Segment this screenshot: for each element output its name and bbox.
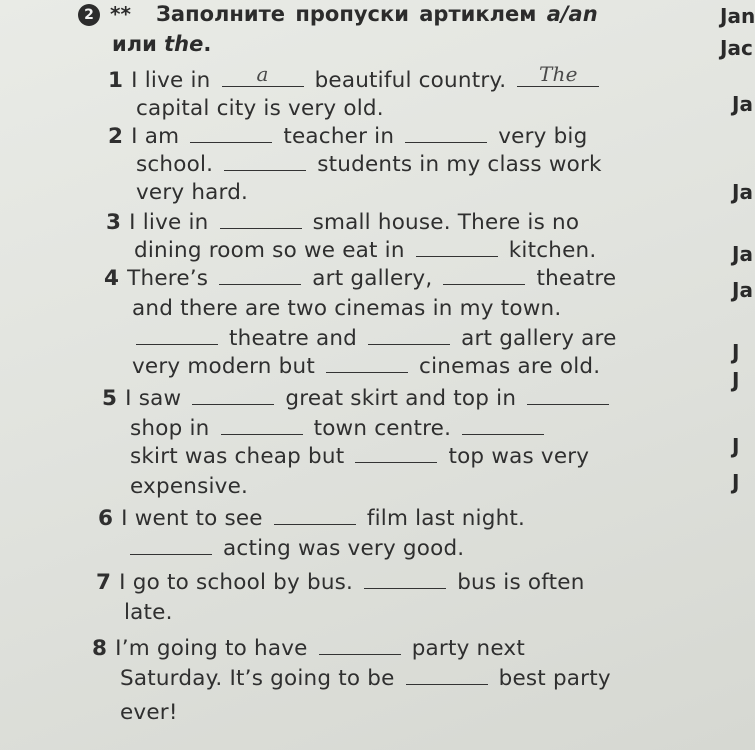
instruction-cont: или [112, 32, 157, 56]
exercise-line [96, 570, 585, 595]
item-number: 1 [108, 68, 124, 93]
sentence-text: Saturday. It’s going to be [120, 666, 395, 691]
exercise-line [132, 326, 617, 351]
sentence-text: small house. There is no [312, 210, 580, 235]
right-edge-fragment: Jan [720, 4, 755, 28]
sentence-text: I live in [131, 68, 211, 93]
sentence-text: I am [131, 124, 180, 149]
sentence-text: I live in [129, 210, 209, 235]
sentence-text: expensive. [130, 474, 249, 499]
sentence-text: I went to see [121, 506, 263, 531]
sentence-text: party next [411, 636, 525, 661]
sentence-text: cinemas are old. [419, 354, 601, 379]
answer-blank[interactable] [192, 386, 274, 405]
sentence-text: art gallery are [461, 326, 617, 351]
sentence-text: and there are two cinemas in my town. [132, 296, 562, 321]
sentence-text: top was very [448, 444, 590, 469]
sentence-text: very hard. [136, 180, 249, 205]
answer-blank[interactable] [355, 444, 437, 463]
answer-blank[interactable] [405, 124, 487, 143]
sentence-text: I’m going to have [115, 636, 308, 661]
answer-blank[interactable] [319, 636, 401, 655]
exercise-line [130, 444, 589, 469]
item-number: 2 [108, 124, 124, 149]
answer-blank[interactable] [368, 326, 450, 345]
sentence-text: film last night. [366, 506, 526, 531]
exercise-line [124, 600, 173, 625]
right-edge-fragment: J [732, 340, 740, 364]
answer-blank[interactable] [130, 536, 212, 555]
exercise-number-badge: 2 [78, 4, 100, 26]
right-edge-fragment: J [732, 470, 740, 494]
exercise-line [136, 152, 602, 177]
sentence-text: very modern but [132, 354, 315, 379]
sentence-text: acting was very good. [223, 536, 465, 561]
sentence-text: There’s [127, 266, 209, 291]
item-number: 4 [104, 266, 120, 291]
exercise-line [92, 636, 525, 661]
instruction-line-2 [112, 32, 211, 56]
answer-blank[interactable] [219, 266, 301, 285]
exercise-line [102, 386, 613, 411]
answer-blank[interactable] [274, 506, 356, 525]
instruction-main: Заполните пропуски артиклем [156, 2, 537, 26]
sentence-text: very big [498, 124, 588, 149]
sentence-text: great skirt and top in [285, 386, 517, 411]
right-edge-fragment: J [732, 368, 740, 392]
instruction-articles: a/an [546, 2, 598, 26]
handwritten-answer: a [256, 62, 269, 86]
answer-blank[interactable] [443, 266, 525, 285]
sentence-text: art gallery, [312, 266, 433, 291]
sentence-text: school. [136, 152, 214, 177]
exercise-line [126, 536, 464, 561]
answer-blank[interactable] [224, 152, 306, 171]
handwritten-answer: The [538, 62, 578, 86]
sentence-text: late. [124, 600, 173, 625]
exercise-line [108, 62, 603, 93]
answer-blank[interactable] [416, 238, 498, 257]
answer-blank[interactable] [190, 124, 272, 143]
exercise-line [106, 210, 579, 235]
answer-blank[interactable] [364, 570, 446, 589]
sentence-text: skirt was cheap but [130, 444, 345, 469]
sentence-text: kitchen. [508, 238, 597, 263]
instruction-the: the [164, 32, 204, 56]
right-edge-fragment: Jac [720, 36, 753, 60]
exercise-line [132, 296, 561, 321]
sentence-text: ever! [120, 700, 178, 725]
right-edge-fragment: Ja [732, 242, 753, 266]
exercise-line [120, 666, 611, 691]
item-number: 7 [96, 570, 112, 595]
right-edge-fragment: Ja [732, 278, 753, 302]
sentence-text: bus is often [457, 570, 585, 595]
exercise-line [134, 238, 596, 263]
answer-blank[interactable] [221, 416, 303, 435]
sentence-text: dining room so we eat in [134, 238, 405, 263]
item-number: 3 [106, 210, 122, 235]
sentence-text: theatre [536, 266, 617, 291]
difficulty-stars: ** [110, 2, 131, 26]
sentence-text: town centre. [313, 416, 452, 441]
answer-blank[interactable] [406, 666, 488, 685]
right-edge-fragment: Ja [732, 92, 753, 116]
sentence-text: I go to school by bus. [119, 570, 354, 595]
instruction-end: . [203, 32, 212, 56]
sentence-text: I saw [125, 386, 182, 411]
exercise-line [120, 700, 178, 725]
sentence-text: teacher in [283, 124, 395, 149]
exercise-line [108, 124, 587, 149]
exercise-line [132, 354, 600, 379]
exercise-line [104, 266, 616, 291]
exercise-line [98, 506, 525, 531]
right-edge-fragment: J [732, 434, 740, 458]
exercise-line [136, 96, 384, 121]
answer-blank[interactable] [326, 354, 408, 373]
sentence-text: capital city is very old. [136, 96, 384, 121]
item-number: 5 [102, 386, 118, 411]
answer-blank[interactable] [220, 210, 302, 229]
filled-blank[interactable] [222, 62, 304, 87]
sentence-text: students in my class work [317, 152, 602, 177]
filled-blank[interactable] [517, 62, 599, 87]
exercise-line [136, 180, 248, 205]
answer-blank[interactable] [136, 326, 218, 345]
instruction-line-1 [156, 2, 598, 26]
sentence-text: shop in [130, 416, 210, 441]
right-edge-fragment: Ja [732, 180, 753, 204]
exercise-line [130, 474, 248, 499]
item-number: 6 [98, 506, 114, 531]
answer-blank[interactable] [527, 386, 609, 405]
sentence-text: theatre and [229, 326, 358, 351]
item-number: 8 [92, 636, 108, 661]
sentence-text: beautiful country. [314, 68, 507, 93]
sentence-text: best party [498, 666, 611, 691]
exercise-line [130, 416, 548, 441]
answer-blank[interactable] [462, 416, 544, 435]
